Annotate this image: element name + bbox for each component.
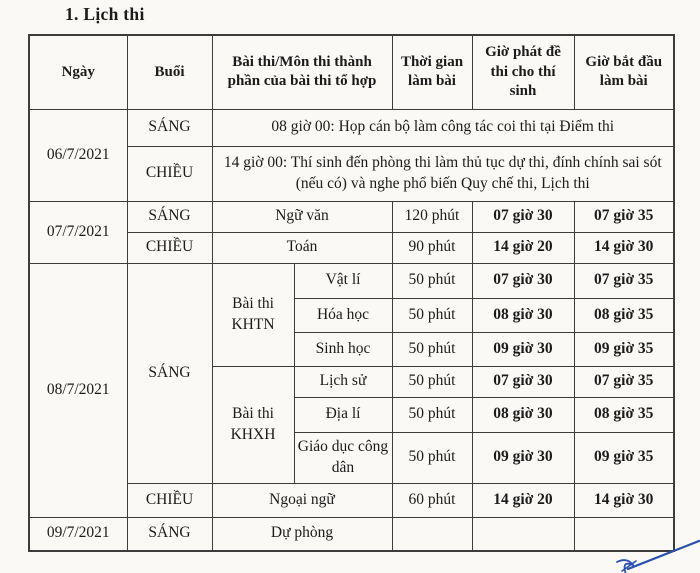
- empty-cell: [472, 517, 574, 551]
- note-cell: 08 giờ 00: Họp cán bộ làm công tác coi thi tại Điểm thi: [212, 109, 674, 146]
- date-cell: 08/7/2021: [29, 263, 127, 517]
- handout-time-cell: 14 giờ 20: [472, 483, 574, 517]
- date-cell: 07/7/2021: [29, 201, 127, 263]
- start-time-cell: 09 giờ 35: [574, 332, 674, 366]
- session-cell: CHIỀU: [127, 232, 212, 263]
- start-time-cell: 14 giờ 30: [574, 483, 674, 517]
- handout-time-cell: 09 giờ 30: [472, 432, 574, 483]
- session-cell: SÁNG: [127, 517, 212, 551]
- date-cell: 06/7/2021: [29, 109, 127, 201]
- header-duration: Thời gian làm bài: [392, 35, 472, 109]
- duration-cell: 50 phút: [392, 298, 472, 332]
- exam-group-cell: Bài thi KHTN: [212, 263, 294, 366]
- subject-cell: Sinh học: [294, 332, 392, 366]
- empty-cell: [392, 517, 472, 551]
- subject-cell: Hóa học: [294, 298, 392, 332]
- duration-cell: 60 phút: [392, 483, 472, 517]
- duration-cell: 50 phút: [392, 397, 472, 432]
- exam-schedule-table: [28, 34, 675, 552]
- pen-signature-mark: [570, 531, 700, 573]
- start-time-cell: 09 giờ 35: [574, 432, 674, 483]
- session-cell: SÁNG: [127, 201, 212, 232]
- duration-cell: 50 phút: [392, 263, 472, 298]
- date-cell: 09/7/2021: [29, 517, 127, 551]
- handout-time-cell: 08 giờ 30: [472, 298, 574, 332]
- handout-time-cell: 07 giờ 30: [472, 201, 574, 232]
- subject-cell: Vật lí: [294, 263, 392, 298]
- header-handout-time: Giờ phát đề thi cho thí sinh: [472, 35, 574, 109]
- handout-time-cell: 14 giờ 20: [472, 232, 574, 263]
- session-cell: SÁNG: [127, 263, 212, 483]
- duration-cell: 50 phút: [392, 366, 472, 397]
- header-start-time: Giờ bắt đầu làm bài: [574, 35, 674, 109]
- start-time-cell: 14 giờ 30: [574, 232, 674, 263]
- duration-cell: 90 phút: [392, 232, 472, 263]
- subject-cell: Địa lí: [294, 397, 392, 432]
- start-time-cell: 08 giờ 35: [574, 397, 674, 432]
- note-cell: 14 giờ 00: Thí sinh đến phòng thi làm thủ tục dự thi, đính chính sai sót (nếu có) và nghe phổ biến Quy chế thi, Lịch thi: [212, 146, 674, 201]
- subject-cell: Ngữ văn: [212, 201, 392, 232]
- header-date: Ngày: [29, 35, 127, 109]
- start-time-cell: 07 giờ 35: [574, 201, 674, 232]
- subject-cell: Toán: [212, 232, 392, 263]
- session-cell: SÁNG: [127, 109, 212, 146]
- handout-time-cell: 07 giờ 30: [472, 263, 574, 298]
- start-time-cell: 07 giờ 35: [574, 366, 674, 397]
- table-row: [29, 263, 674, 298]
- table-row: [29, 201, 674, 232]
- subject-cell: Lịch sử: [294, 366, 392, 397]
- subject-cell: Dự phòng: [212, 517, 392, 551]
- header-exam: Bài thi/Môn thi thành phần của bài thi tổ hợp: [212, 35, 392, 109]
- start-time-cell: 08 giờ 35: [574, 298, 674, 332]
- handout-time-cell: 09 giờ 30: [472, 332, 574, 366]
- handout-time-cell: 08 giờ 30: [472, 397, 574, 432]
- duration-cell: 120 phút: [392, 201, 472, 232]
- header-session: Buổi: [127, 35, 212, 109]
- duration-cell: 50 phút: [392, 432, 472, 483]
- subject-cell: Ngoại ngữ: [212, 483, 392, 517]
- table-header-row: [29, 35, 674, 109]
- page-title: 1. Lịch thi: [65, 4, 145, 24]
- subject-cell: Giáo dục công dân: [294, 432, 392, 483]
- session-cell: CHIỀU: [127, 146, 212, 201]
- handout-time-cell: 07 giờ 30: [472, 366, 574, 397]
- session-cell: CHIỀU: [127, 483, 212, 517]
- duration-cell: 50 phút: [392, 332, 472, 366]
- start-time-cell: 07 giờ 35: [574, 263, 674, 298]
- table-row: [29, 109, 674, 146]
- exam-group-cell: Bài thi KHXH: [212, 366, 294, 483]
